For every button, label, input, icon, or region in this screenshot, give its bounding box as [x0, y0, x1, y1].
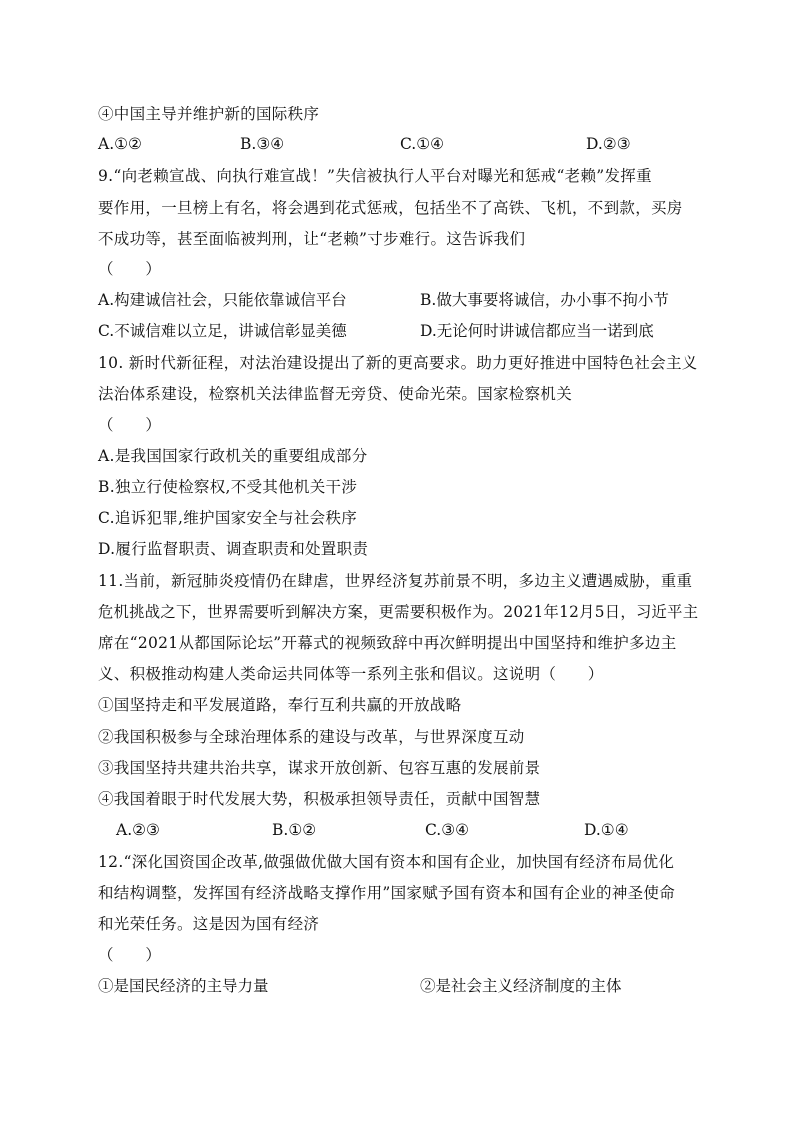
- q10-line-1: 10. 新时代新征程，对法治建设提出了新的更高要求。助力更好推进中国特色社会主义: [98, 354, 698, 372]
- q10-option-d: D.履行监督职责、调查职责和处置职责: [98, 540, 369, 558]
- q9-line-3: 不成功等，甚至面临被判刑，让“老赖”寸步难行。这告诉我们: [98, 230, 526, 248]
- q12-line-3: 和光荣任务。这是因为国有经济: [98, 915, 320, 933]
- q11-options: [98, 820, 698, 840]
- q12-line-1: 12.“深化国资国企改革,做强做优做大国有资本和国有企业，加快国有经济布局优化: [98, 853, 675, 871]
- q9-option-a: A.构建诚信社会，只能依靠诚信平台: [98, 291, 347, 309]
- q12-answer-blank: （ ）: [98, 946, 162, 964]
- q12-statement-2: ②是社会主义经济制度的主体: [420, 977, 622, 995]
- q12-statements-row: [98, 976, 698, 996]
- q9-option-d: D.无论何时讲诚信都应当一诺到底: [420, 322, 654, 340]
- q8-option-a: A.①②: [98, 135, 142, 153]
- q9-answer-blank: （ ）: [98, 260, 162, 278]
- q11-option-b: B.①②: [272, 821, 317, 839]
- q9-options-row-2: [98, 321, 698, 341]
- q9-option-c: C.不诚信难以立足，讲诚信彰显美德: [98, 322, 347, 340]
- q11-statement-3: ③我国坚持共建共治共享，谋求开放创新、包容互惠的发展前景: [98, 759, 541, 777]
- q12-line-2: 和结构调整，发挥国有经济战略支撑作用”国家赋予国有资本和国有企业的神圣使命: [98, 884, 676, 902]
- q10-option-a: A.是我国国家行政机关的重要组成部分: [98, 447, 368, 465]
- q9-options-row-1: [98, 290, 698, 310]
- q12-statement-1: ①是国民经济的主导力量: [98, 977, 269, 995]
- q11-option-a: A.②③: [116, 821, 160, 839]
- q8-statement-4: ④中国主导并维护新的国际秩序: [98, 105, 320, 123]
- q8-option-b: B.③④: [240, 135, 285, 153]
- q11-option-c: C.③④: [425, 821, 470, 839]
- q8-options: [98, 134, 698, 154]
- q10-option-b: B.独立行使检察权,不受其他机关干涉: [98, 478, 358, 496]
- q10-answer-blank: （ ）: [98, 416, 162, 434]
- q11-line-2: 危机挑战之下，世界需要听到解决方案，更需要积极作为。2021年12月5日，习近平主: [98, 603, 699, 621]
- q10-option-c: C.追诉犯罪,维护国家安全与社会秩序: [98, 509, 358, 527]
- q9-line-1: 9.“向老赖宣战、向执行难宣战！”失信被执行人平台对曝光和惩戒“老赖”发挥重: [98, 167, 652, 185]
- q10-line-2: 法治体系建设，检察机关法律监督无旁贷、使命光荣。国家检察机关: [98, 385, 573, 403]
- q9-line-2: 要作用，一旦榜上有名，将会遇到花式惩戒，包括坐不了高铁、飞机，不到款，买房: [98, 199, 683, 217]
- q11-statement-2: ②我国积极参与全球治理体系的建设与改革，与世界深度互动: [98, 728, 525, 746]
- q11-line-3: 席在“2021从都国际论坛”开幕式的视频致辞中再次鲜明提出中国坚持和维护多边主: [98, 634, 677, 652]
- q11-option-d: D.①④: [584, 821, 629, 839]
- q11-line-4: 义、积极推动构建人类命运共同体等一系列主张和倡议。这说明（ ）: [98, 665, 604, 683]
- q11-statement-1: ①国坚持走和平发展道路，奉行互利共赢的开放战略: [98, 696, 462, 714]
- q8-option-d: D.②③: [586, 135, 631, 153]
- q11-line-1: 11.当前，新冠肺炎疫情仍在肆虐，世界经济复苏前景不明，多边主义遭遇威胁，重重: [98, 572, 693, 590]
- q11-statement-4: ④我国着眼于时代发展大势，积极承担领导责任，贡献中国智慧: [98, 790, 541, 808]
- q8-option-c: C.①④: [400, 135, 445, 153]
- q9-option-b: B.做大事要将诚信，办小事不拘小节: [420, 291, 669, 309]
